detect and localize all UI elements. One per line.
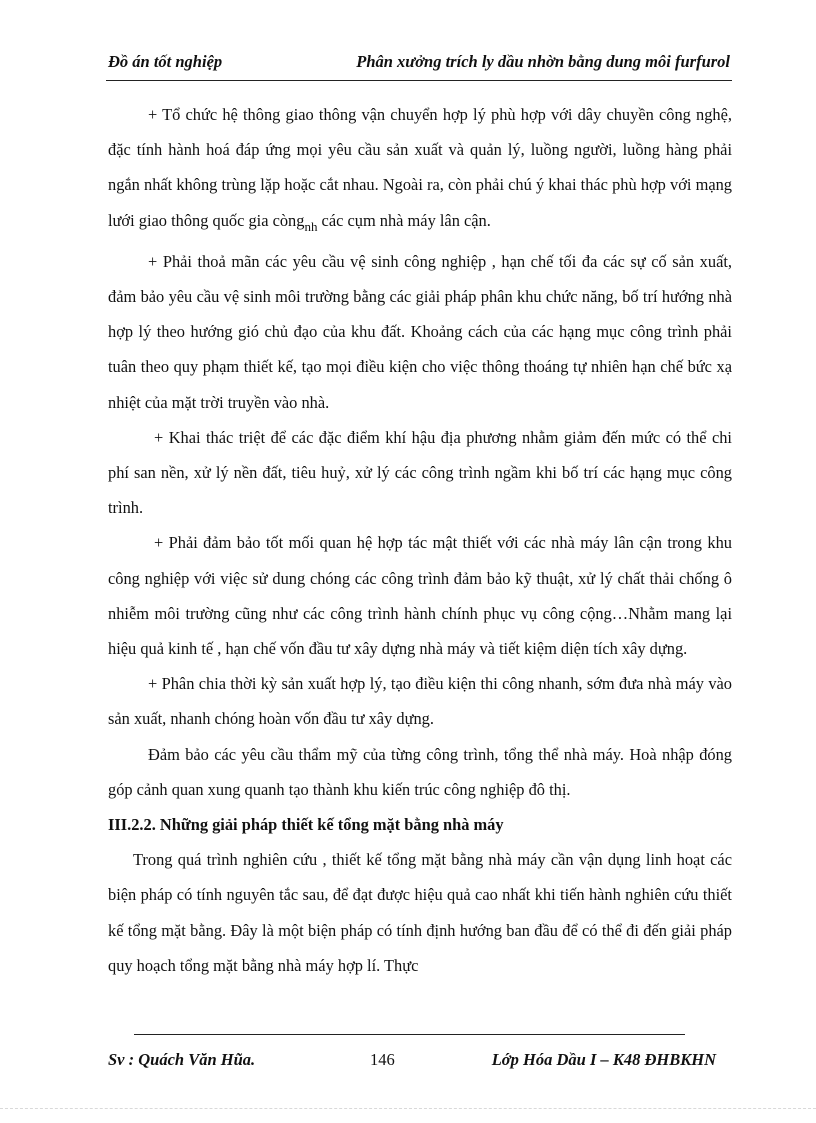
page-footer [108, 1050, 716, 1076]
page-header [108, 52, 730, 80]
footer-class-info: Lớp Hóa Dầu I – K48 ĐHBKHN [491, 1050, 716, 1069]
footer-divider [134, 1034, 685, 1035]
page-number: 146 [370, 1050, 395, 1069]
paragraph-transport-text-end: các cụm nhà máy lân cận. [317, 210, 491, 230]
paragraph-transport-subscript: nh [304, 218, 318, 234]
header-divider [106, 80, 732, 81]
paragraph-cooperation: + Phải đảm bảo tốt mối quan hệ hợp tác mật thiết với các nhà máy lân cận trong khu công nghiệp với việc sử dung chóng các công trình đảm bảo kỹ thuật, xử lý chất thải chống ô nhiễm môi trường cũng như các công trình hành chính phục vụ công cộng…Nhằm mang lại hiệu quả kinh tế , hạn chế vốn đầu tư xây dựng nhà máy và tiết kiệm diện tích xây dựng. [108, 533, 732, 659]
paragraph-aesthetics: Đảm bảo các yêu cầu thẩm mỹ của từng công trình, tổng thể nhà máy. Hoà nhập đóng góp cảnh quan xung quanh tạo thành khu kiến trúc công nghiệp đô thị. [108, 744, 732, 799]
footer-student-name: Sv : Quách Văn Hũa. [108, 1050, 256, 1069]
header-thesis-label: Đồ án tốt nghiệp [108, 52, 223, 71]
paragraph-design-solutions: Trong quá trình nghiên cứu , thiết kế tổng mặt bằng nhà máy cần vận dụng linh hoạt các biện pháp có tính nguyên tắc sau, để đạt được hiệu quả cao nhất khi tiến hành nghiên cứu thiết kế tổng mặt bằng. Đây là một biện pháp có tính định hướng ban đầu để có thể đi đến giải pháp quy hoạch tổng mặt bằng nhà máy hợp lí. Thực [108, 850, 732, 975]
paragraph-hygiene: + Phải thoả mãn các yêu cầu vệ sinh công nghiệp , hạn chế tối đa các sự cố sản xuất, đảm bảo yêu cầu vệ sinh môi trường bằng các giải pháp phân khu chức năng, bố trí hướng nhà hợp lý theo hướng gió chủ đạo của khu đất. Khoảng cách của các hạng mục công trình phải tuân theo quy phạm thiết kế, tạo mọi điều kiện cho việc thông thoáng tự nhiên hạn chế bức xạ nhiệt của mặt trời truyền vào nhà. [108, 251, 732, 412]
header-thesis-title: Phân xưởng trích ly dầu nhờn bằng dung môi furfurol [356, 52, 730, 71]
paragraph-transport [108, 97, 732, 244]
page-bottom-edge [0, 1108, 816, 1109]
paragraph-transport-text: + Tổ chức hệ thông giao thông vận chuyển hợp lý phù hợp với dây chuyền công nghệ, đặc tính hành hoá đáp ứng mọi yêu cầu sản xuất và quản lý, luồng người, luồng hàng phải ngắn nhất không trùng lặp hoặc cắt nhau. Ngoài ra, còn phải chú ý khai thác phù hợp với mạng lưới giao thông quốc gia còng [108, 105, 732, 230]
paragraph-phasing: + Phân chia thời kỳ sản xuất hợp lý, tạo điều kiện thi công nhanh, sớm đưa nhà máy vào sản xuất, nhanh chóng hoàn vốn đầu tư xây dựng. [108, 674, 732, 729]
section-heading: III.2.2. Những giải pháp thiết kế tổng mặt bằng nhà máy [108, 815, 504, 835]
paragraph-climate: + Khai thác triệt để các đặc điểm khí hậu địa phương nhằm giảm đến mức có thể chi phí san nền, xử lý nền đất, tiêu huỷ, xử lý các công trình ngầm khi bố trí các hạng mục công trình. [108, 427, 732, 518]
page-body [108, 97, 732, 983]
